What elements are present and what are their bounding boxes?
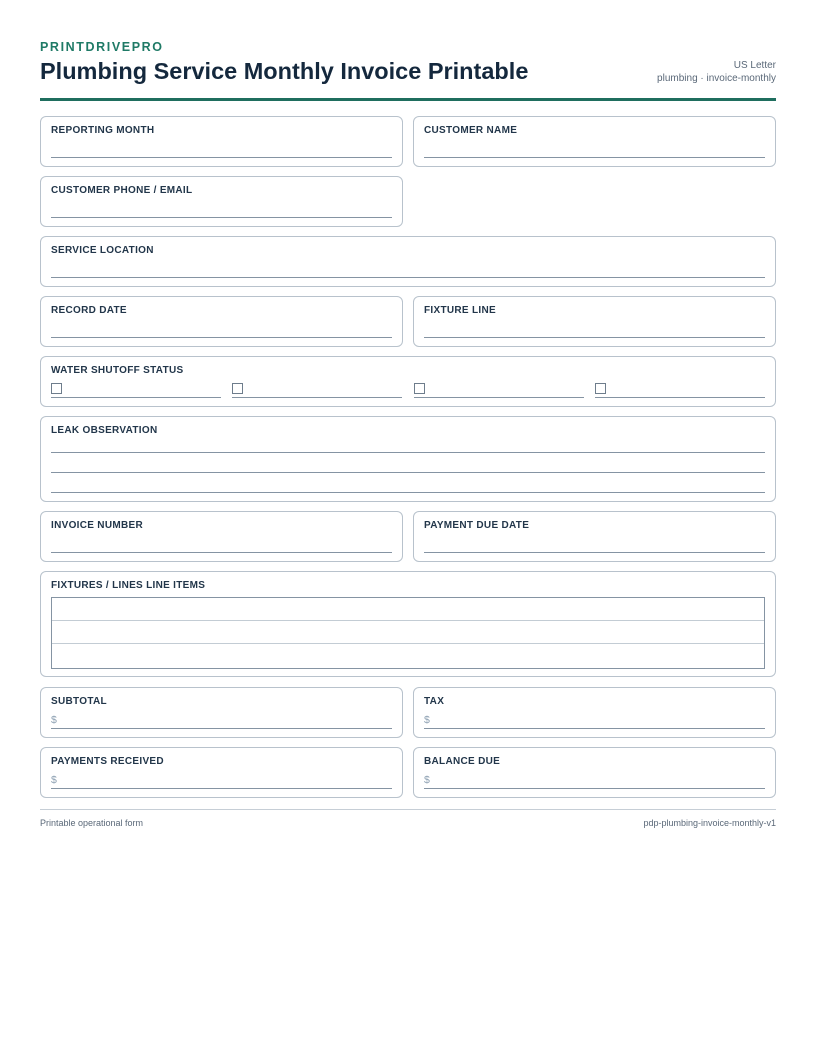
page-footer [40, 809, 776, 828]
water-shutoff-status-field [40, 356, 776, 407]
customer-contact-field[interactable] [40, 176, 403, 227]
field-label: LEAK OBSERVATION [51, 425, 158, 436]
subtotal-field[interactable] [40, 687, 403, 738]
page-meta [657, 59, 776, 85]
payment-due-date-field[interactable] [413, 511, 776, 562]
field-label: PAYMENTS RECEIVED [51, 756, 164, 767]
balance-due-field[interactable] [413, 747, 776, 798]
reporting-month-field[interactable] [40, 116, 403, 167]
write-line [595, 397, 765, 398]
write-line [51, 157, 392, 158]
write-line [51, 492, 765, 493]
line-items-section [40, 571, 776, 677]
checkbox[interactable] [414, 383, 425, 394]
customer-name-field[interactable] [413, 116, 776, 167]
checkbox-row [51, 382, 765, 398]
write-line [424, 552, 765, 553]
leak-observation-field[interactable] [40, 416, 776, 502]
shutoff-option-2[interactable] [232, 382, 402, 398]
write-line [51, 337, 392, 338]
currency-symbol: $ [424, 714, 430, 726]
write-line [424, 788, 765, 789]
write-line [51, 472, 765, 473]
currency-symbol: $ [51, 774, 57, 786]
shutoff-option-4[interactable] [595, 382, 765, 398]
field-label: TAX [424, 696, 445, 707]
field-label: RECORD DATE [51, 305, 127, 316]
page-title: Plumbing Service Monthly Invoice Printable [40, 58, 529, 84]
service-location-field[interactable] [40, 236, 776, 287]
write-line [424, 728, 765, 729]
invoice-page [40, 0, 776, 828]
brand-name: PRINTDRIVEPRO [40, 40, 164, 54]
table-row[interactable] [52, 621, 764, 644]
field-label: SUBTOTAL [51, 696, 107, 707]
field-label: PAYMENT DUE DATE [424, 520, 530, 531]
currency-symbol: $ [424, 774, 430, 786]
payments-received-field[interactable] [40, 747, 403, 798]
table-row[interactable] [52, 644, 764, 667]
field-label: FIXTURES / LINES LINE ITEMS [51, 580, 206, 591]
field-label: CUSTOMER NAME [424, 125, 518, 136]
write-line [424, 157, 765, 158]
write-line [51, 217, 392, 218]
form-id: pdp-plumbing-invoice-monthly-v1 [643, 818, 776, 828]
tax-field[interactable] [413, 687, 776, 738]
paper-size: US Letter [733, 60, 776, 71]
write-line [51, 397, 221, 398]
field-label: INVOICE NUMBER [51, 520, 143, 531]
write-line [232, 397, 402, 398]
checkbox[interactable] [51, 383, 62, 394]
write-line [51, 552, 392, 553]
form-tags: plumbing · invoice-monthly [657, 73, 776, 84]
invoice-number-field[interactable] [40, 511, 403, 562]
page-header [40, 0, 776, 101]
field-label: FIXTURE LINE [424, 305, 496, 316]
write-line [51, 788, 392, 789]
write-line [424, 337, 765, 338]
field-label: BALANCE DUE [424, 756, 501, 767]
field-label: WATER SHUTOFF STATUS [51, 365, 184, 376]
footer-note: Printable operational form [40, 818, 144, 828]
shutoff-option-3[interactable] [414, 382, 584, 398]
write-line [414, 397, 584, 398]
record-date-field[interactable] [40, 296, 403, 347]
checkbox[interactable] [595, 383, 606, 394]
currency-symbol: $ [51, 714, 57, 726]
write-line [51, 452, 765, 453]
field-label: SERVICE LOCATION [51, 245, 154, 256]
shutoff-option-1[interactable] [51, 382, 221, 398]
write-line [51, 277, 765, 278]
fixture-line-field[interactable] [413, 296, 776, 347]
field-label: CUSTOMER PHONE / EMAIL [51, 185, 193, 196]
field-label: REPORTING MONTH [51, 125, 155, 136]
table-row[interactable] [52, 598, 764, 621]
checkbox[interactable] [232, 383, 243, 394]
line-items-table [51, 597, 765, 669]
write-line [51, 728, 392, 729]
